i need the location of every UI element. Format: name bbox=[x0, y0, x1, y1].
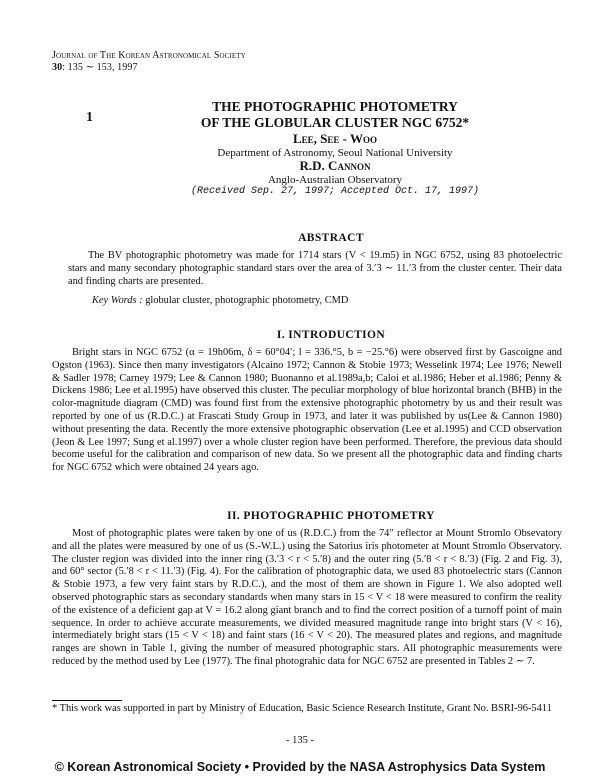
abstract-paragraph: The BV photographic photometry was made for 1714 stars (V < 19.m5) in NGC 6752, using 83 photoelectric stars and many secondary photographic standard stars over the area of 3.′3 ∼ 11.′3 from the cluster center. Their data and finding charts are presented. bbox=[68, 250, 562, 287]
received-dates: (Received Sep. 27, 1997; Accepted Oct. 17, 1997) bbox=[190, 186, 480, 197]
keywords-label: Key Words : bbox=[92, 295, 143, 306]
introduction-text bbox=[52, 347, 562, 475]
author-block-2 bbox=[150, 158, 520, 186]
title-line-2: OF THE GLOBULAR CLUSTER NGC 6752* bbox=[200, 115, 470, 130]
photometry-text bbox=[52, 528, 562, 669]
introduction-paragraph: Bright stars in NGC 6752 (α = 19h06m, δ = 60°04′; l = 336.°5, b = −25.°6) were observed first by Gascoigne and Ogston (1963). Since then many investigators (Alcaino 1972; Cannon & Stobie 1973; Wesselink 1974; Lee 1976; Newell & Sadler 1978; Carney 1979; Lee & Cannon 1980; Buonanno et al.1989a,b; Caloi et al.1986; Heber et al.1986; Penny & Dickens 1986; Lee et al.1995) have observed this cluster. The peculiar morphology of blue horizontal branch (BHB) in the color-magnitude diagram (CMD) was found first from the extensive photographic photometry by us and their result was reported by one of us (R.D.C.) at Frascati Study Group in 1973, and later it was published by us(Lee & Cannon 1980) without presenting the data. Recently the more extensive photographic observation (Lee et al.1995) and CCD observation (Jeon & Lee 1997; Sung et al.1997) over a whole cluster region have been performed. Therefore, the previous data should become useful for the calibration and comparison of new data. So we present all the photographic data and finding charts for NGC 6752 which were obtained 24 years ago. bbox=[52, 347, 562, 474]
journal-volume: 30 bbox=[52, 62, 63, 73]
section-heading-introduction: I. INTRODUCTION bbox=[276, 329, 386, 341]
journal-name: Journal of The Korean Astronomical Society bbox=[52, 50, 246, 61]
page-number: - 135 - bbox=[286, 735, 314, 746]
author-name: R.D. Cannon bbox=[299, 158, 371, 173]
journal-header bbox=[52, 50, 246, 74]
keywords-value: globular cluster, photographic photometry, CMD bbox=[142, 295, 349, 306]
paper-title bbox=[150, 99, 520, 131]
author-affiliation: Anglo-Australian Observatory bbox=[267, 174, 403, 186]
title-line-1: THE PHOTOGRAPHIC PHOTOMETRY bbox=[212, 99, 458, 114]
abstract-text bbox=[68, 250, 562, 288]
journal-volume-line bbox=[52, 62, 246, 74]
author-block-1 bbox=[150, 131, 520, 159]
abstract-heading: ABSTRACT bbox=[298, 232, 364, 244]
photometry-paragraph: Most of photographic plates were taken by one of us (R.D.C.) from the 74″ reflector at Mount Stromlo Obsevatory and all the plates were measured by one of us (S.-W.L.) using the Satorius iris photometer at Mount Stromlo Observatory. The cluster region was divided into the inner ring (3.′3 < r < 5.′8) and the outer ring (5.′8 < r < 8.′3) (Fig. 2 and Fig. 3), and 60° sector (5.′8 < r < 11.′3) (Fig. 4). For the calibration of photographic data, we used 83 photoelectric stars (Cannon & Stobie 1973, a few very faint stars by R.D.C.), and the most of them are shown in Figure 1. We also adopted well observed photographic stars as secondary standards when many stars in 15 < V < 18 were measured to confirm the reality of the existence of a deficient gap at V = 16.2 along giant branch and to find the correct position of a turnoff point of main sequence. In order to achieve accurate measurements, we divided measured magnitude range into bright stars (V < 16), intermediately bright stars (15 < V < 18) and faint stars (16 < V < 20). The measured plates and regions, and magnitude ranges are shown in Table 1, giving the number of measured photographic stars. All photographic measurements were reduced by the method used by Lee (1977). The final photograhic data for NGC 6752 are presented in Tables 2 ∼ 7. bbox=[52, 528, 562, 667]
journal-pages-year: : 135 ∼ 153, 1997 bbox=[62, 62, 138, 73]
footnote-rule bbox=[52, 700, 122, 701]
footnote: * This work was supported in part by Ministry of Education, Basic Science Research Institute, Grant No. BSRI-96-5411 bbox=[52, 703, 552, 714]
keywords bbox=[92, 295, 562, 306]
section-heading-photometry: II. PHOTOGRAPHIC PHOTOMETRY bbox=[227, 510, 435, 522]
margin-mark: 1 bbox=[86, 110, 93, 125]
copyright-footer: © Korean Astronomical Society • Provided by the NASA Astrophysics Data System bbox=[54, 760, 546, 774]
author-affiliation: Department of Astronomy, Seoul National University bbox=[217, 147, 453, 159]
author-name: Lee, See - Woo bbox=[292, 131, 377, 146]
